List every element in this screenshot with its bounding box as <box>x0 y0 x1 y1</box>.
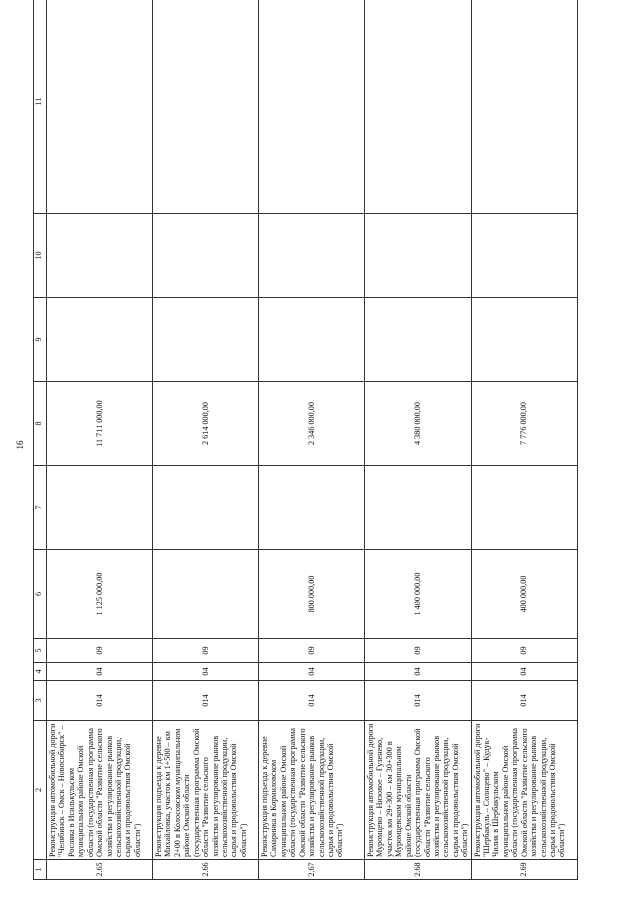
row-number: 2.66 <box>153 860 259 880</box>
row-number: 2.65 <box>47 860 153 880</box>
row-description: Реконструкция автомобильной дороги Муромцево – Низовое – Гузенево, участок км 29+300 – км 30+300 в Муромцевском муниципальном районе Омской области (государственная программа Омской области "Развитие сельского хозяйства и регулирование рынков сельскохозяйственной продукции, сырья и продовольствия Омской области") <box>365 721 472 860</box>
row-number: 2.68 <box>365 860 472 880</box>
col-header-2: 2 <box>34 721 47 860</box>
cell-col11 <box>365 0 472 214</box>
cell-col4: 04 <box>365 663 472 681</box>
cell-col10 <box>471 214 577 298</box>
cell-col4: 04 <box>153 663 259 681</box>
table-row <box>471 0 577 880</box>
cell-col3: 014 <box>47 681 153 721</box>
table-row <box>259 0 365 880</box>
cell-col3: 014 <box>365 681 472 721</box>
col-header-4: 4 <box>34 663 47 681</box>
cell-col8: 11 711 000,00 <box>47 382 153 466</box>
cell-col11 <box>259 0 365 214</box>
row-description: Реконструкция подъезда к деревне Самаринка в Кормиловском муниципальном районе Омской области (государственная программа Омской области "Развитие сельского хозяйства и регулирование рынков сельскохозяйственной продукции, сырья и продовольствия Омской области") <box>259 721 365 860</box>
cell-col7 <box>365 466 472 550</box>
cell-col4: 04 <box>471 663 577 681</box>
cell-col10 <box>365 214 472 298</box>
table-row <box>47 0 153 880</box>
col-header-11: 11 <box>34 0 47 214</box>
row-number: 2.67 <box>259 860 365 880</box>
cell-col9 <box>365 298 472 382</box>
cell-col5: 09 <box>365 639 472 663</box>
cell-col10 <box>153 214 259 298</box>
col-header-8: 8 <box>34 382 47 466</box>
budget-table <box>33 0 578 880</box>
col-header-10: 10 <box>34 214 47 298</box>
cell-col5: 09 <box>153 639 259 663</box>
table-row <box>153 0 259 880</box>
cell-col3: 014 <box>153 681 259 721</box>
col-header-5: 5 <box>34 639 47 663</box>
col-header-1: 1 <box>34 860 47 880</box>
cell-col5: 09 <box>47 639 153 663</box>
cell-col6 <box>153 550 259 639</box>
cell-col8: 4 380 000,00 <box>365 382 472 466</box>
col-header-3: 3 <box>34 681 47 721</box>
cell-col3: 014 <box>471 681 577 721</box>
cell-col8: 7 776 000,00 <box>471 382 577 466</box>
header-row <box>34 0 47 880</box>
cell-col10 <box>259 214 365 298</box>
cell-col6: 400 000,00 <box>471 550 577 639</box>
cell-col11 <box>47 0 153 214</box>
cell-col7 <box>471 466 577 550</box>
row-description: Реконструкция автомобильной дороги "Челябинск – Омск – Новосибирск" – Росляка в Исилькульском муниципальном районе Омской области (государственная программа Омской области "Развитие сельского хозяйства и регулирование рынков сельскохозяйственной продукции, сырья и продовольствия Омской области") <box>47 721 153 860</box>
cell-col11 <box>153 0 259 214</box>
cell-col5: 09 <box>471 639 577 663</box>
rotated-table-container <box>33 10 593 880</box>
cell-col6: 1 400 000,00 <box>365 550 472 639</box>
cell-col9 <box>153 298 259 382</box>
cell-col3: 014 <box>259 681 365 721</box>
cell-col7 <box>259 466 365 550</box>
cell-col8: 2 346 000,00 <box>259 382 365 466</box>
col-header-9: 9 <box>34 298 47 382</box>
cell-col8: 2 614 000,00 <box>153 382 259 466</box>
cell-col7 <box>153 466 259 550</box>
row-description: Реконструкция подъезда к деревне Михайловка, участок км 1+500 – км 2+00 в Колосовском муниципальном районе Омской области (государственная программа Омской области "Развитие сельского хозяйства и регулирование рынков сельскохозяйственной продукции, сырья и продовольствия Омской области") <box>153 721 259 860</box>
cell-col7 <box>47 466 153 550</box>
cell-col4: 04 <box>47 663 153 681</box>
col-header-7: 7 <box>34 466 47 550</box>
cell-col5: 09 <box>259 639 365 663</box>
cell-col6: 800 000,00 <box>259 550 365 639</box>
cell-col9 <box>259 298 365 382</box>
col-header-6: 6 <box>34 550 47 639</box>
page-number: 16 <box>15 440 25 450</box>
cell-col11 <box>471 0 577 214</box>
row-number: 2.69 <box>471 860 577 880</box>
table-row <box>365 0 472 880</box>
cell-col10 <box>47 214 153 298</box>
row-description: Реконструкция автомобильной дороги "Шербакуль – Солнцево" – Кудук-Чилик в Шербакульском муниципальном районе Омской области (государственная программа Омской области "Развитие сельского хозяйства и регулирование рынков сельскохозяйственной продукции, сырья и продовольствия Омской области") <box>471 721 577 860</box>
cell-col9 <box>471 298 577 382</box>
cell-col6: 1 125 000,00 <box>47 550 153 639</box>
cell-col4: 04 <box>259 663 365 681</box>
cell-col9 <box>47 298 153 382</box>
